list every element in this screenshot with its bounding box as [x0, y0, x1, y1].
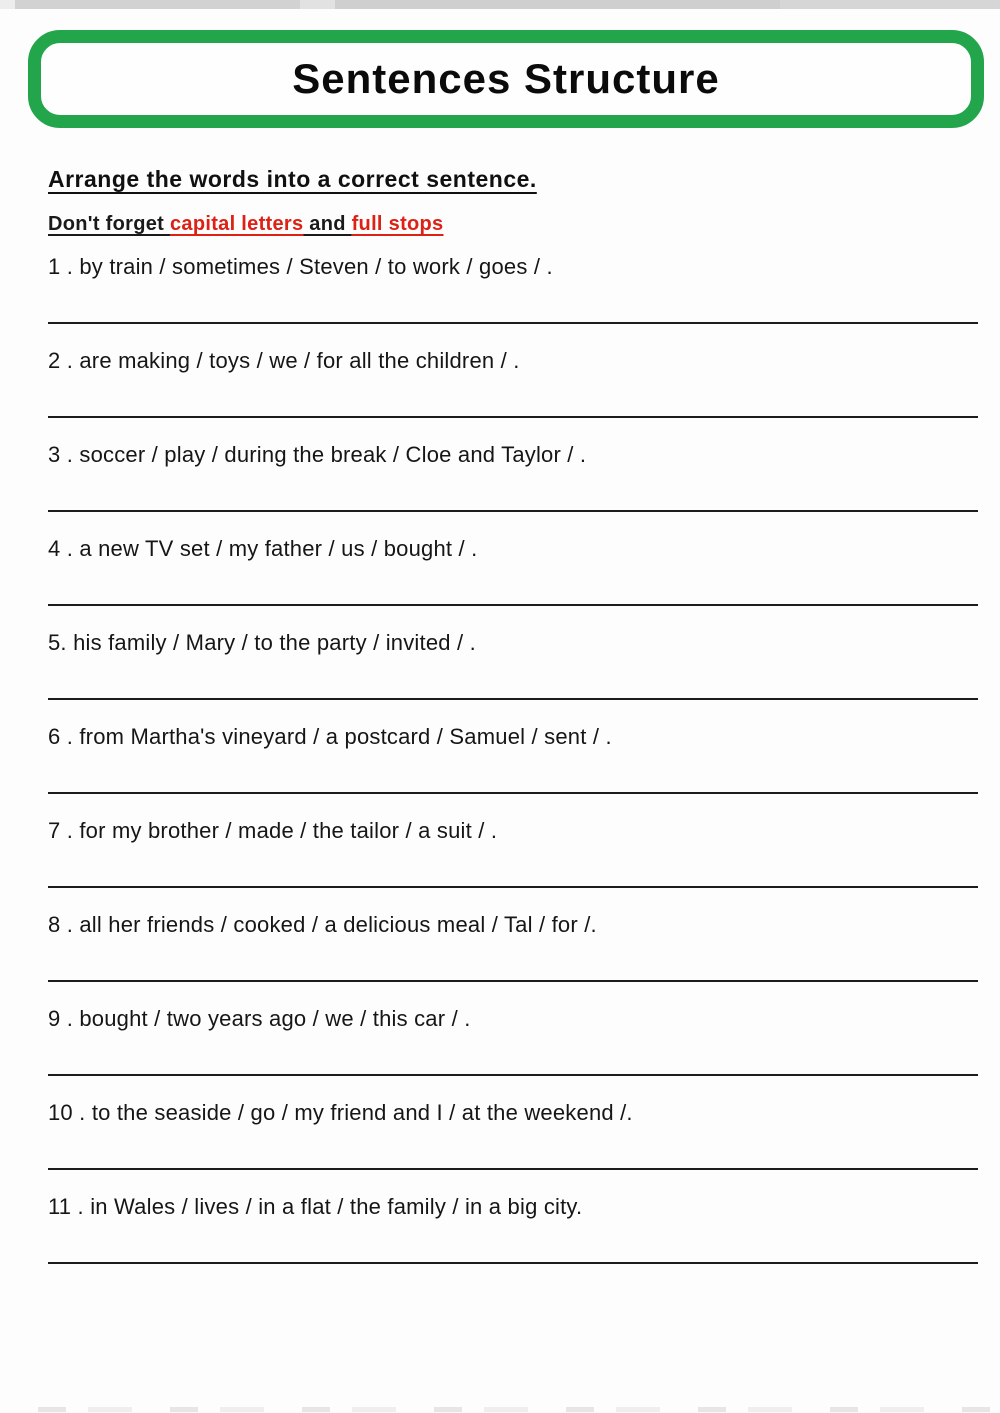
- note-line: [48, 213, 978, 236]
- item-words: a new TV set / my father / us / bought / .: [79, 536, 478, 561]
- worksheet-item: [48, 630, 978, 700]
- item-words: in Wales / lives / in a flat / the family / in a big city.: [90, 1194, 583, 1219]
- page-title: Sentences Structure: [292, 55, 720, 102]
- scan-artifact-bottom: [0, 1407, 1000, 1412]
- answer-line[interactable]: [48, 1074, 978, 1076]
- item-number: 3 .: [48, 442, 80, 467]
- note-segment: capital letters: [169, 213, 304, 235]
- item-sentence: [48, 348, 978, 374]
- note-segment: full stops: [351, 213, 444, 235]
- answer-line[interactable]: [48, 1262, 978, 1264]
- item-number: 8 .: [48, 912, 80, 937]
- title-box: [28, 30, 984, 128]
- answer-line[interactable]: [48, 510, 978, 512]
- item-number: 9 .: [48, 1006, 80, 1031]
- instruction-heading: Arrange the words into a correct sentence.: [48, 166, 537, 192]
- worksheet-item: [48, 348, 978, 418]
- answer-line[interactable]: [48, 1168, 978, 1170]
- note-segment: and: [303, 213, 352, 235]
- note-segment: Don't forget: [48, 213, 170, 235]
- items-list: [48, 254, 978, 1264]
- answer-line[interactable]: [48, 792, 978, 794]
- item-words: soccer / play / during the break / Cloe and Taylor / .: [79, 442, 587, 467]
- item-number: 2 .: [48, 348, 80, 373]
- worksheet-item: [48, 912, 978, 982]
- answer-line[interactable]: [48, 886, 978, 888]
- item-words: from Martha's vineyard / a postcard / Samuel / sent / .: [79, 724, 612, 749]
- item-number: 7 .: [48, 818, 80, 843]
- item-number: 5.: [48, 630, 74, 655]
- answer-line[interactable]: [48, 604, 978, 606]
- worksheet-item: [48, 254, 978, 324]
- worksheet-content: [48, 166, 978, 1288]
- item-words: all her friends / cooked / a delicious meal / Tal / for /.: [79, 912, 597, 937]
- worksheet-item: [48, 1100, 978, 1170]
- item-words: bought / two years ago / we / this car / .: [79, 1006, 471, 1031]
- item-sentence: [48, 442, 978, 468]
- worksheet-item: [48, 1194, 978, 1264]
- item-words: by train / sometimes / Steven / to work / goes / .: [79, 254, 553, 279]
- item-words: for my brother / made / the tailor / a suit / .: [79, 818, 498, 843]
- item-sentence: [48, 254, 978, 280]
- item-number: 4 .: [48, 536, 80, 561]
- item-words: are making / toys / we / for all the children / .: [79, 348, 520, 373]
- answer-line[interactable]: [48, 698, 978, 700]
- item-sentence: [48, 818, 978, 844]
- item-sentence: [48, 1100, 978, 1126]
- item-words: his family / Mary / to the party / invited / .: [73, 630, 476, 655]
- worksheet-item: [48, 724, 978, 794]
- answer-line[interactable]: [48, 980, 978, 982]
- item-number: 6 .: [48, 724, 80, 749]
- worksheet-item: [48, 818, 978, 888]
- item-sentence: [48, 1194, 978, 1220]
- item-words: to the seaside / go / my friend and I / at the weekend /.: [91, 1100, 633, 1125]
- item-sentence: [48, 630, 978, 656]
- worksheet-item: [48, 536, 978, 606]
- answer-line[interactable]: [48, 416, 978, 418]
- scan-artifact-top: [0, 0, 1000, 9]
- item-sentence: [48, 724, 978, 750]
- item-number: 1 .: [48, 254, 80, 279]
- worksheet-item: [48, 1006, 978, 1076]
- item-sentence: [48, 536, 978, 562]
- item-number: 11 .: [48, 1194, 91, 1219]
- worksheet-item: [48, 442, 978, 512]
- item-sentence: [48, 1006, 978, 1032]
- answer-line[interactable]: [48, 322, 978, 324]
- item-sentence: [48, 912, 978, 938]
- item-number: 10 .: [48, 1100, 92, 1125]
